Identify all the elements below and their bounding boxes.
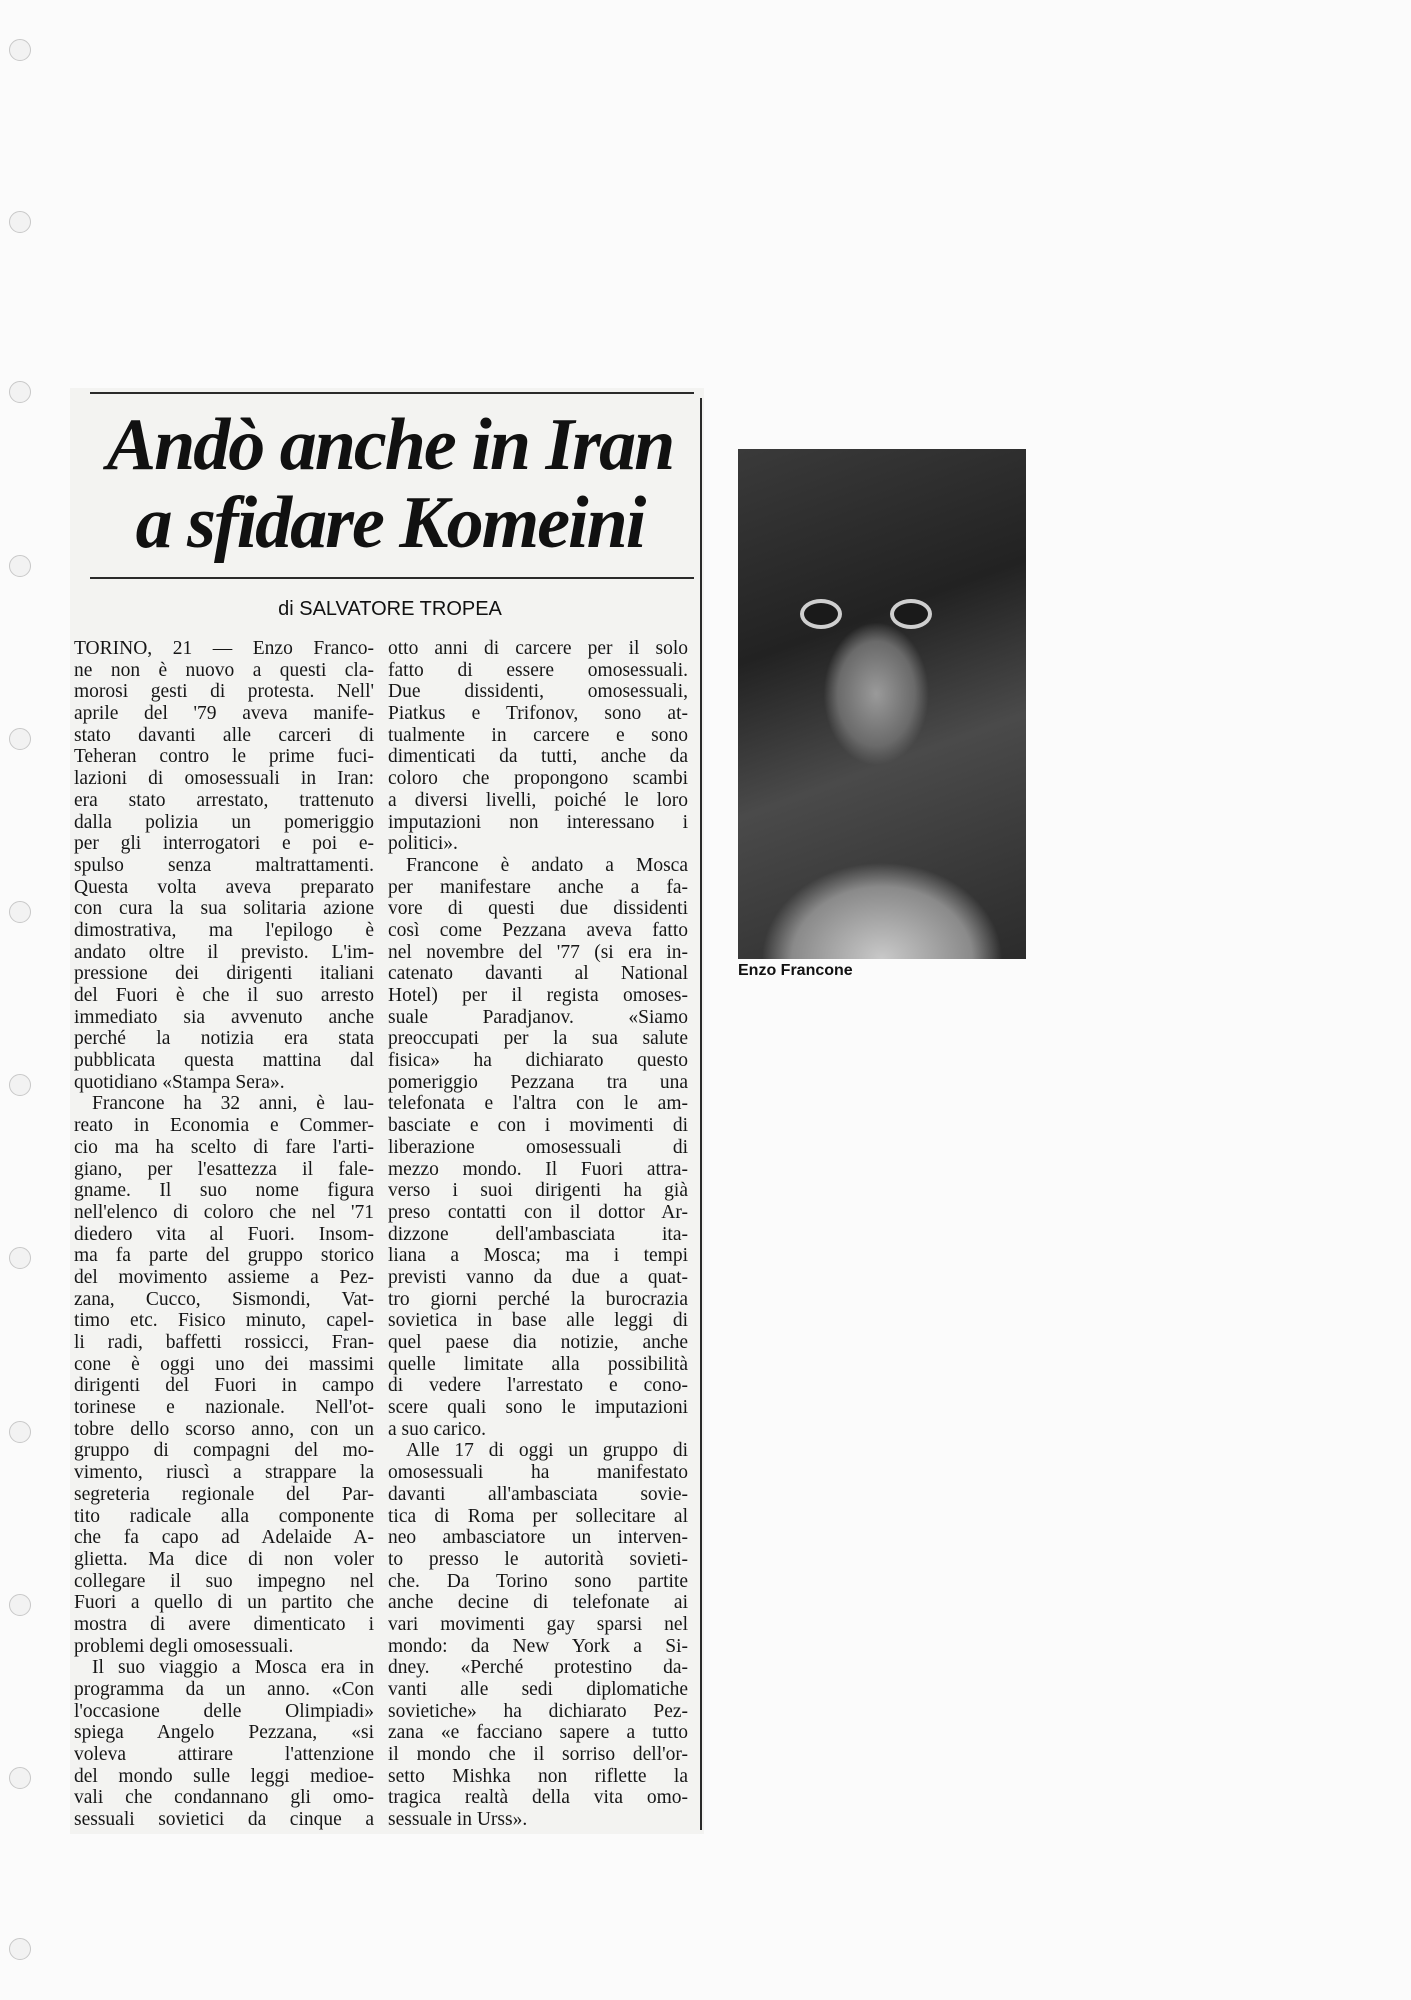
punch-hole	[9, 1938, 31, 1960]
text-line: vimento, riuscì a strappare la	[74, 1462, 374, 1484]
text-line: sessuali sovietici da cinque a	[74, 1809, 374, 1831]
text-line: problemi degli omosessuali.	[74, 1635, 294, 1657]
text-line: perché la notizia era stata	[74, 1028, 374, 1050]
text-line: pubblicata questa mattina dal	[74, 1050, 374, 1072]
text-line: con cura la sua solitaria azione	[74, 898, 374, 920]
punch-hole	[9, 381, 31, 403]
text-line: Teheran contro le prime fuci-	[74, 746, 374, 768]
text-line: quotidiano «Stampa Sera».	[74, 1071, 285, 1093]
text-line: gname. Il suo nome figura	[74, 1180, 374, 1202]
text-line: pressione dei dirigenti italiani	[74, 963, 374, 985]
text-line: dalla polizia un pomeriggio	[74, 811, 374, 833]
text-line: TORINO, 21 — Enzo Franco-	[74, 638, 374, 659]
punch-hole	[9, 39, 31, 61]
text-line: Questa volta aveva preparato	[74, 876, 374, 898]
text-line: dirigenti del Fuori in campo	[74, 1375, 374, 1397]
text-line: così come Pezzana aveva fatto	[388, 919, 688, 941]
text-line: immediato sia avvenuto anche	[74, 1006, 374, 1028]
text-line: morosi gesti di protesta. Nell'	[74, 681, 374, 703]
byline: di SALVATORE TROPEA	[278, 598, 502, 620]
text-line: imputazioni non interessano i	[388, 811, 688, 833]
text-line: reato in Economia e Commer-	[74, 1115, 374, 1137]
text-line: previsti vanno da due a quat-	[388, 1266, 688, 1288]
text-line: a suo carico.	[388, 1418, 486, 1440]
text-line: Francone è andato a Mosca	[406, 854, 688, 876]
text-line: vanti alle sedi diplomatiche	[388, 1679, 688, 1700]
photo-eye-left	[800, 599, 842, 629]
text-line: quel paese dia notizie, anche	[388, 1332, 688, 1353]
text-line: li radi, baffetti rossicci, Fran-	[74, 1332, 374, 1353]
text-line: basciate e con i movimenti di	[388, 1115, 688, 1137]
top-rule	[90, 392, 694, 394]
text-line: stato davanti alle carceri di	[74, 724, 374, 746]
text-line: nel novembre del '77 (si era in-	[388, 941, 688, 963]
text-line: mezzo mondo. Il Fuori attra-	[388, 1158, 688, 1180]
text-line: per gli interrogatori e poi e-	[74, 833, 374, 855]
text-line: che fa capo ad Adelaide A-	[74, 1527, 374, 1549]
text-line: dizzone dell'ambasciata ita-	[388, 1223, 688, 1245]
text-line: gruppo di compagni del mo-	[74, 1440, 374, 1462]
text-line: l'occasione delle Olimpiadi»	[74, 1700, 374, 1722]
photo-eye-right	[890, 599, 932, 629]
text-line: politici».	[388, 833, 458, 855]
right-column-rule	[700, 398, 702, 1830]
text-line: lazioni di omosessuali in Iran:	[74, 768, 374, 790]
text-line: preso contatti con il dottor Ar-	[388, 1201, 688, 1223]
text-line: anche decine di telefonate ai	[388, 1592, 688, 1614]
headline-bottom-rule	[90, 577, 694, 579]
text-line: Hotel) per il regista omoses-	[388, 985, 688, 1006]
text-line: spiega Angelo Pezzana, «si	[74, 1722, 374, 1744]
text-line: liana a Mosca; ma i tempi	[388, 1245, 688, 1267]
text-line: del movimento assieme a Pez-	[74, 1266, 374, 1288]
text-line: mostra di avere dimenticato i	[74, 1613, 374, 1635]
text-line: tica di Roma per sollecitare al	[388, 1505, 688, 1527]
text-line: voleva attirare l'attenzione	[74, 1744, 374, 1766]
text-line: omosessuali ha manifestato	[388, 1462, 688, 1484]
text-line: aprile del '79 aveva manife-	[74, 703, 374, 725]
text-line: vore di questi due dissidenti	[388, 898, 688, 920]
text-line: che. Da Torino sono partite	[388, 1570, 688, 1592]
text-line: spulso senza maltrattamenti.	[74, 854, 374, 876]
text-line: tualmente in carcere e sono	[388, 724, 688, 746]
text-line: torinese e nazionale. Nell'ot-	[74, 1397, 374, 1419]
headline-line-2: a sfidare Komeini	[135, 482, 645, 564]
text-line: il mondo che il sorriso dell'or-	[388, 1744, 688, 1766]
text-line: cio ma ha scelto di fare l'arti-	[74, 1136, 374, 1158]
text-line: tobre dello scorso anno, con un	[74, 1418, 374, 1440]
text-line: liberazione omosessuali di	[388, 1136, 688, 1158]
text-line: vari movimenti gay sparsi nel	[388, 1613, 688, 1635]
text-line: dney. «Perché protestino da-	[388, 1657, 688, 1679]
text-line: nell'elenco di coloro che nel '71	[74, 1201, 374, 1223]
text-line: fisica» ha dichiarato questo	[388, 1050, 688, 1072]
text-line: tragica realtà della vita omo-	[388, 1787, 688, 1809]
text-line: programma da un anno. «Con	[74, 1679, 374, 1700]
text-line: scere quali sono le imputazioni	[388, 1397, 688, 1419]
text-line: dimostrativa, ma l'epilogo è	[74, 919, 374, 941]
text-line: glietta. Ma dice di non voler	[74, 1548, 374, 1570]
punch-hole	[9, 1247, 31, 1269]
text-line: diedero vita al Fuori. Insom-	[74, 1223, 374, 1245]
text-line: ne non è nuovo a questi cla-	[74, 659, 374, 681]
text-line: tro giorni perché la burocrazia	[388, 1288, 688, 1310]
text-line: catenato davanti al National	[388, 963, 688, 985]
article-column-1	[74, 638, 374, 1831]
text-line: Francone ha 32 anni, è lau-	[92, 1093, 374, 1115]
text-line: per manifestare anche a fa-	[388, 876, 688, 898]
text-line: collegare il suo impegno nel	[74, 1570, 374, 1592]
text-line: Piatkus e Trifonov, sono at-	[388, 703, 688, 725]
photo-caption: Enzo Francone	[738, 962, 853, 979]
text-line: timo etc. Fisico minuto, capel-	[74, 1310, 374, 1332]
headline-line-1: Andò anche in Iran	[106, 404, 674, 486]
text-line: zana, Cucco, Sismondi, Vat-	[74, 1288, 374, 1310]
text-line: setto Mishka non riflette la	[388, 1765, 688, 1787]
text-line: Alle 17 di oggi un gruppo di	[406, 1440, 688, 1462]
text-line: neo ambasciatore un interven-	[388, 1527, 688, 1549]
text-line: sessuale in Urss».	[388, 1809, 528, 1831]
text-line: davanti all'ambasciata sovie-	[388, 1483, 688, 1505]
text-line: to presso le autorità sovieti-	[388, 1548, 688, 1570]
text-line: preoccupati per la sua salute	[388, 1028, 688, 1050]
text-line: Due dissidenti, omosessuali,	[388, 681, 688, 703]
text-line: Fuori a quello di un partito che	[74, 1592, 374, 1614]
punch-hole	[9, 1767, 31, 1789]
text-line: sovietica in base alle leggi di	[388, 1310, 688, 1332]
punch-hole	[9, 555, 31, 577]
text-line: coloro che propongono scambi	[388, 768, 688, 790]
text-line: fatto di essere omosessuali.	[388, 659, 688, 681]
article-column-2	[388, 638, 688, 1831]
text-line: verso i suoi dirigenti ha già	[388, 1180, 688, 1202]
text-line: pomeriggio Pezzana tra una	[388, 1071, 688, 1093]
text-line: dimenticati da tutti, anche da	[388, 746, 688, 768]
text-line: cone è oggi uno dei massimi	[74, 1353, 374, 1375]
text-line: Il suo viaggio a Mosca era in	[92, 1657, 374, 1679]
punch-hole	[9, 728, 31, 750]
text-line: sovietiche» ha dichiarato Pez-	[388, 1700, 688, 1722]
text-line: a diversi livelli, poiché le loro	[388, 789, 688, 811]
punch-hole	[9, 211, 31, 233]
text-line: quelle limitate alla possibilità	[388, 1353, 688, 1375]
text-line: del Fuori è che il suo arresto	[74, 985, 374, 1006]
text-line: telefonata e l'altra con le am-	[388, 1093, 688, 1115]
text-line: zana «e facciano sapere a tutto	[388, 1722, 688, 1744]
text-line: del mondo sulle leggi medioe-	[74, 1765, 374, 1787]
text-line: otto anni di carcere per il solo	[388, 638, 688, 659]
text-line: giano, per l'esattezza il fale-	[74, 1158, 374, 1180]
punch-hole	[9, 1074, 31, 1096]
punch-hole	[9, 1594, 31, 1616]
text-line: suale Paradjanov. «Siamo	[388, 1006, 688, 1028]
text-line: ma fa parte del gruppo storico	[74, 1245, 374, 1267]
text-line: vali che condannano gli omo-	[74, 1787, 374, 1809]
text-line: era stato arrestato, trattenuto	[74, 789, 374, 811]
portrait-photo	[738, 449, 1026, 959]
text-line: andato oltre il previsto. L'im-	[74, 941, 374, 963]
text-line: tito radicale alla componente	[74, 1505, 374, 1527]
punch-hole	[9, 1421, 31, 1443]
text-line: mondo: da New York a Si-	[388, 1635, 688, 1657]
punch-hole	[9, 901, 31, 923]
text-line: segreteria regionale del Par-	[74, 1483, 374, 1505]
text-line: di vedere l'arrestato e cono-	[388, 1375, 688, 1397]
